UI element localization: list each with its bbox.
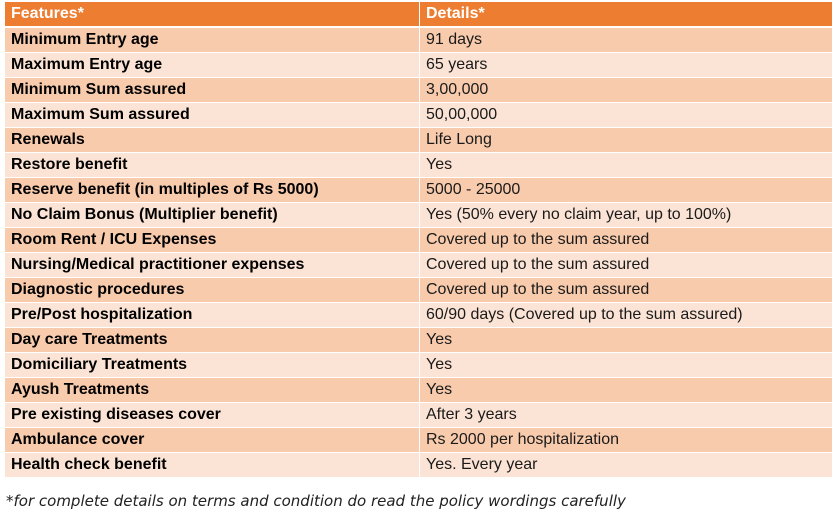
feature-cell: Diagnostic procedures [5,278,420,303]
details-cell: 50,00,000 [420,103,833,128]
footnote: *for complete details on terms and condition do read the policy wordings carefully [6,492,626,510]
details-cell: Covered up to the sum assured [420,228,833,253]
table-row [5,53,833,78]
feature-cell: Room Rent / ICU Expenses [5,228,420,253]
details-cell: Life Long [420,128,833,153]
feature-cell: Health check benefit [5,453,420,478]
table-row [5,228,833,253]
feature-cell: Minimum Sum assured [5,78,420,103]
details-cell: Yes [420,153,833,178]
details-cell: Covered up to the sum assured [420,278,833,303]
table-row [5,178,833,203]
table-row [5,353,833,378]
feature-cell: No Claim Bonus (Multiplier benefit) [5,203,420,228]
feature-cell: Reserve benefit (in multiples of Rs 5000) [5,178,420,203]
feature-cell: Ambulance cover [5,428,420,453]
feature-cell: Day care Treatments [5,328,420,353]
feature-cell: Nursing/Medical practitioner expenses [5,253,420,278]
table-row [5,428,833,453]
header-features: Features* [5,2,420,27]
details-cell: Yes [420,328,833,353]
details-cell: 60/90 days (Covered up to the sum assured) [420,303,833,328]
table-row [5,153,833,178]
details-cell: Covered up to the sum assured [420,253,833,278]
table-row [5,378,833,403]
table-row [5,453,833,478]
feature-cell: Pre/Post hospitalization [5,303,420,328]
feature-cell: Maximum Entry age [5,53,420,78]
table-body [5,27,833,478]
feature-cell: Restore benefit [5,153,420,178]
table-header [5,2,833,27]
details-cell: 65 years [420,53,833,78]
details-cell: Rs 2000 per hospitalization [420,428,833,453]
details-cell: Yes (50% every no claim year, up to 100%) [420,203,833,228]
table-row [5,253,833,278]
details-cell: After 3 years [420,403,833,428]
table-row [5,27,833,53]
details-cell: 5000 - 25000 [420,178,833,203]
details-cell: Yes [420,353,833,378]
feature-cell: Minimum Entry age [5,27,420,53]
header-row [5,2,833,27]
feature-cell: Renewals [5,128,420,153]
feature-cell: Domiciliary Treatments [5,353,420,378]
header-details: Details* [420,2,833,27]
table-row [5,328,833,353]
table-row [5,278,833,303]
feature-cell: Maximum Sum assured [5,103,420,128]
details-cell: Yes. Every year [420,453,833,478]
feature-cell: Ayush Treatments [5,378,420,403]
feature-cell: Pre existing diseases cover [5,403,420,428]
details-cell: 91 days [420,27,833,53]
table-row [5,403,833,428]
table-row [5,128,833,153]
details-cell: Yes [420,378,833,403]
table-row [5,203,833,228]
table-row [5,78,833,103]
details-cell: 3,00,000 [420,78,833,103]
features-table [4,2,833,478]
table-row [5,103,833,128]
table-row [5,303,833,328]
